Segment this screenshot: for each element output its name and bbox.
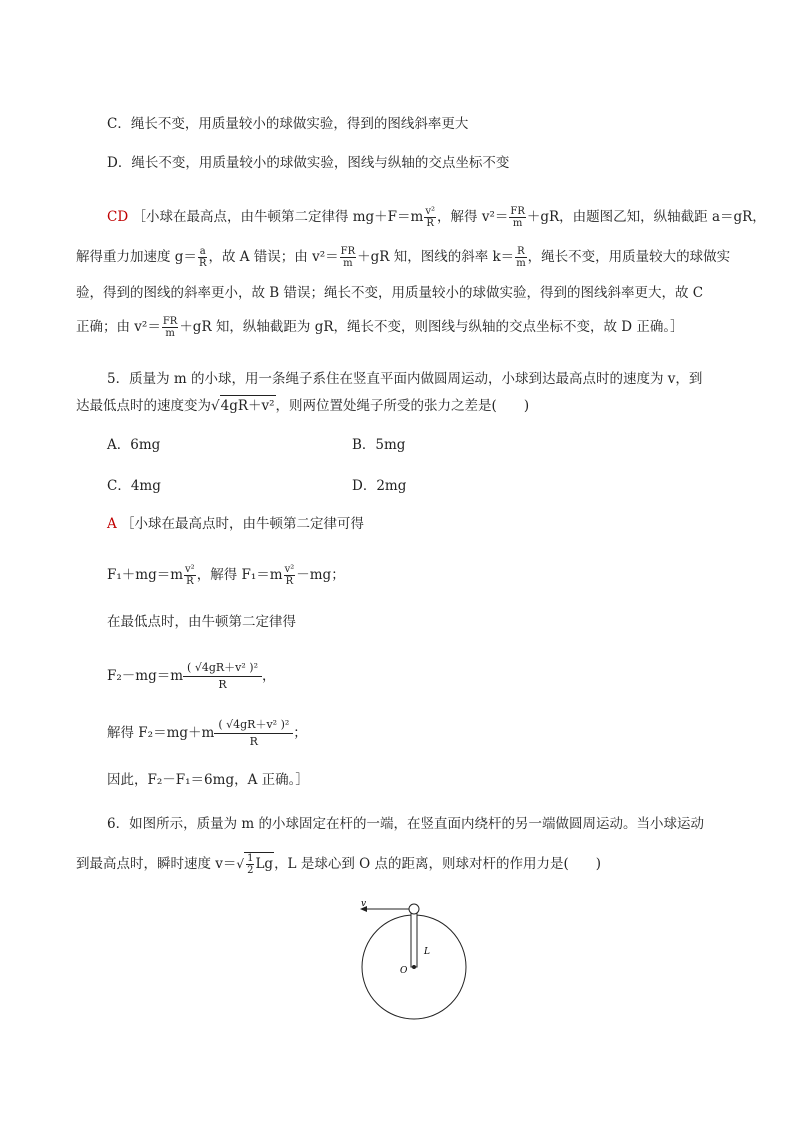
circular-motion-figure (350, 895, 480, 1025)
q5-solution-line-4: F₂－mg＝m $\frac{\text{( √4gR＋v² )²}}{R}$ ， (107, 661, 276, 691)
q5-option-d: D．2mg (352, 478, 407, 494)
frac-FR-over-m-2: $\frac{FR}{m}$ (340, 246, 356, 269)
ball (409, 904, 419, 914)
q4-answer-letter: CD (107, 209, 129, 225)
q4-solution-line-3: 验，得到的图线的斜率更小，故 B 错误；绳长不变，用质量较小的球做实验，得到的图线斜率更大，故 C (76, 285, 704, 301)
q5-answer-letter: A (107, 516, 117, 532)
q4-sol1-c: ＋gR，由题图乙知，纵轴截距 a＝gR， (526, 209, 766, 225)
q6-stem-line-2: 到最高点时，瞬时速度 v＝√ $\frac{1}{2}$ Lg，L 是球心到 O 点的距离，则球对杆的作用力是( ) (76, 853, 602, 876)
q5-option-b: B．5mg (352, 437, 406, 453)
q4-solution-line-2: 解得重力加速度 g＝ $\frac{a}{R}$ ，故 A 错误；由 v²＝ $\frac{FR}{m}$ ＋gR 知，图线的斜率 k＝ $\frac{R}{m}$ ，绳长不变，用质量较大的球做实 (76, 246, 731, 269)
q4-solution-line-1 (107, 206, 766, 229)
q5-solution-line-6: 因此，F₂－F₁＝6mg，A 正确。］ (107, 772, 309, 788)
frac-1-over-2: $\frac{1}{2}$ (247, 853, 254, 876)
q5-solution-line-1: A ［小球在最高点时，由牛顿第二定律可得 (107, 516, 365, 532)
label-L: L (424, 947, 430, 957)
big-fraction-2: $\frac{\text{( √4gR＋v² )²}}{R}$ (214, 717, 293, 750)
frac-a-over-R: $\frac{a}{R}$ (198, 246, 207, 269)
q5-option-a: A．6mg (107, 437, 161, 453)
frac-v2-over-R: $\frac{\text{v²}}{R}$ (425, 206, 436, 229)
q5-solution-line-2: F₁＋mg＝m $\frac{\text{v²}}{R}$ ，解得 F₁＝m $\frac{\text{v²}}{R}$ －mg； (107, 564, 345, 587)
q4-sol1-a: ［小球在最高点，由牛顿第二定律得 mg＋F＝m (132, 209, 424, 225)
sqrt-expression: 4gR＋v² (220, 395, 276, 416)
big-fraction-1: $\frac{\text{( √4gR＋v² )²}}{R}$ (183, 660, 262, 693)
frac-v2-over-R-q5b: $\frac{\text{v²}}{R}$ (284, 564, 295, 587)
q5-stem-line-2: 达最低点时的速度变为√4gR＋v²，则两位置处绳子所受的张力之差是( ) (76, 395, 529, 416)
frac-FR-over-m-3: $\frac{FR}{m}$ (162, 316, 178, 339)
rod (411, 912, 417, 967)
q6-stem-line-1: 6．如图所示，质量为 m 的小球固定在杆的一端，在竖直面内绕杆的另一端做圆周运动。当小球运动 (107, 816, 704, 832)
q5-stem-line-1: 5．质量为 m 的小球，用一条绳子系住在竖直平面内做圆周运动，小球到达最高点时的速度为 v，到 (107, 371, 703, 387)
label-v: v (361, 899, 367, 909)
q4-solution-line-4: 正确；由 v²＝ $\frac{FR}{m}$ ＋gR 知，纵轴截距为 gR，绳长不变，则图线与纵轴的交点坐标不变，故 D 正确。］ (76, 316, 684, 339)
label-O: O (400, 966, 408, 976)
frac-R-over-m: $\frac{R}{m}$ (516, 246, 526, 269)
frac-v2-over-R-q5a: $\frac{\text{v²}}{R}$ (185, 564, 195, 587)
q4-option-c: C．绳长不变，用质量较小的球做实验，得到的图线斜率更大 (107, 116, 469, 132)
q5-option-c: C．4mg (107, 478, 161, 494)
frac-FR-over-m: $\frac{FR}{m}$ (510, 206, 525, 229)
q5-solution-line-3: 在最低点时，由牛顿第二定律得 (107, 614, 296, 630)
pivot-point (412, 965, 416, 969)
q5-solution-line-5: 解得 F₂＝mg＋m $\frac{\text{( √4gR＋v² )²}}{R}$ ； (107, 718, 307, 748)
q4-option-d: D．绳长不变，用质量较小的球做实验，图线与纵轴的交点坐标不变 (107, 155, 510, 171)
q4-sol1-b: ，解得 v²＝ (437, 209, 509, 225)
